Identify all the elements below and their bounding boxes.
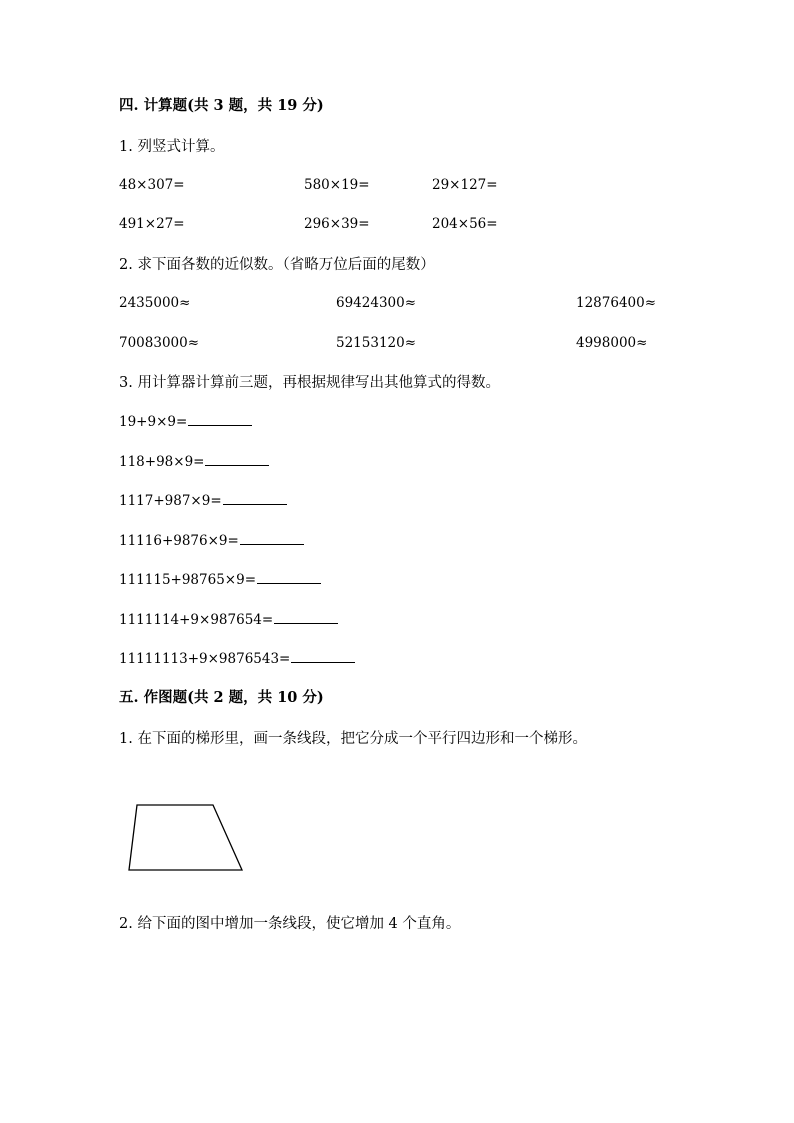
vertical-calc-item: 204×56= <box>432 216 498 232</box>
pattern-calc-expression: 111115+98765×9= <box>119 572 257 588</box>
approximation-item: 52153120≈ <box>336 335 417 351</box>
vertical-calc-item: 296×39= <box>304 216 370 232</box>
drawing-question-2-label: 2. 给下面的图中增加一条线段，使它增加 4 个直角。 <box>119 916 461 932</box>
drawing-question-1-label: 1. 在下面的梯形里，画一条线段，把它分成一个平行四边形和一个梯形。 <box>119 731 587 747</box>
question-3-label: 3. 用计算器计算前三题，再根据规律写出其他算式的得数。 <box>119 375 500 391</box>
approximation-item: 2435000≈ <box>119 295 191 311</box>
approximation-item: 4998000≈ <box>576 335 648 351</box>
approximation-item: 70083000≈ <box>119 335 200 351</box>
pattern-calc-expression: 1117+987×9= <box>119 493 222 509</box>
vertical-calc-item: 48×307= <box>119 177 185 193</box>
approximation-item: 69424300≈ <box>336 295 417 311</box>
pattern-calc-expression: 11111113+9×9876543= <box>119 651 291 667</box>
question-2-label: 2. 求下面各数的近似数。（省略万位后面的尾数） <box>119 257 435 273</box>
section-title-drawing: 五. 作图题(共 2 题，共 10 分) <box>119 689 324 706</box>
pattern-calc-expression: 11116+9876×9= <box>119 533 239 549</box>
vertical-calc-item: 491×27= <box>119 216 185 232</box>
approximation-item: 12876400≈ <box>576 295 657 311</box>
vertical-calc-item: 580×19= <box>304 177 370 193</box>
pattern-calc-expression: 19+9×9= <box>119 414 188 430</box>
pattern-calc-expression: 118+98×9= <box>119 454 205 470</box>
vertical-calc-item: 29×127= <box>432 177 498 193</box>
pattern-calc-expression: 1111114+9×987654= <box>119 612 274 628</box>
section-title-calculation: 四. 计算题(共 3 题，共 19 分) <box>119 97 324 114</box>
question-1-label: 1. 列竖式计算。 <box>119 139 225 155</box>
